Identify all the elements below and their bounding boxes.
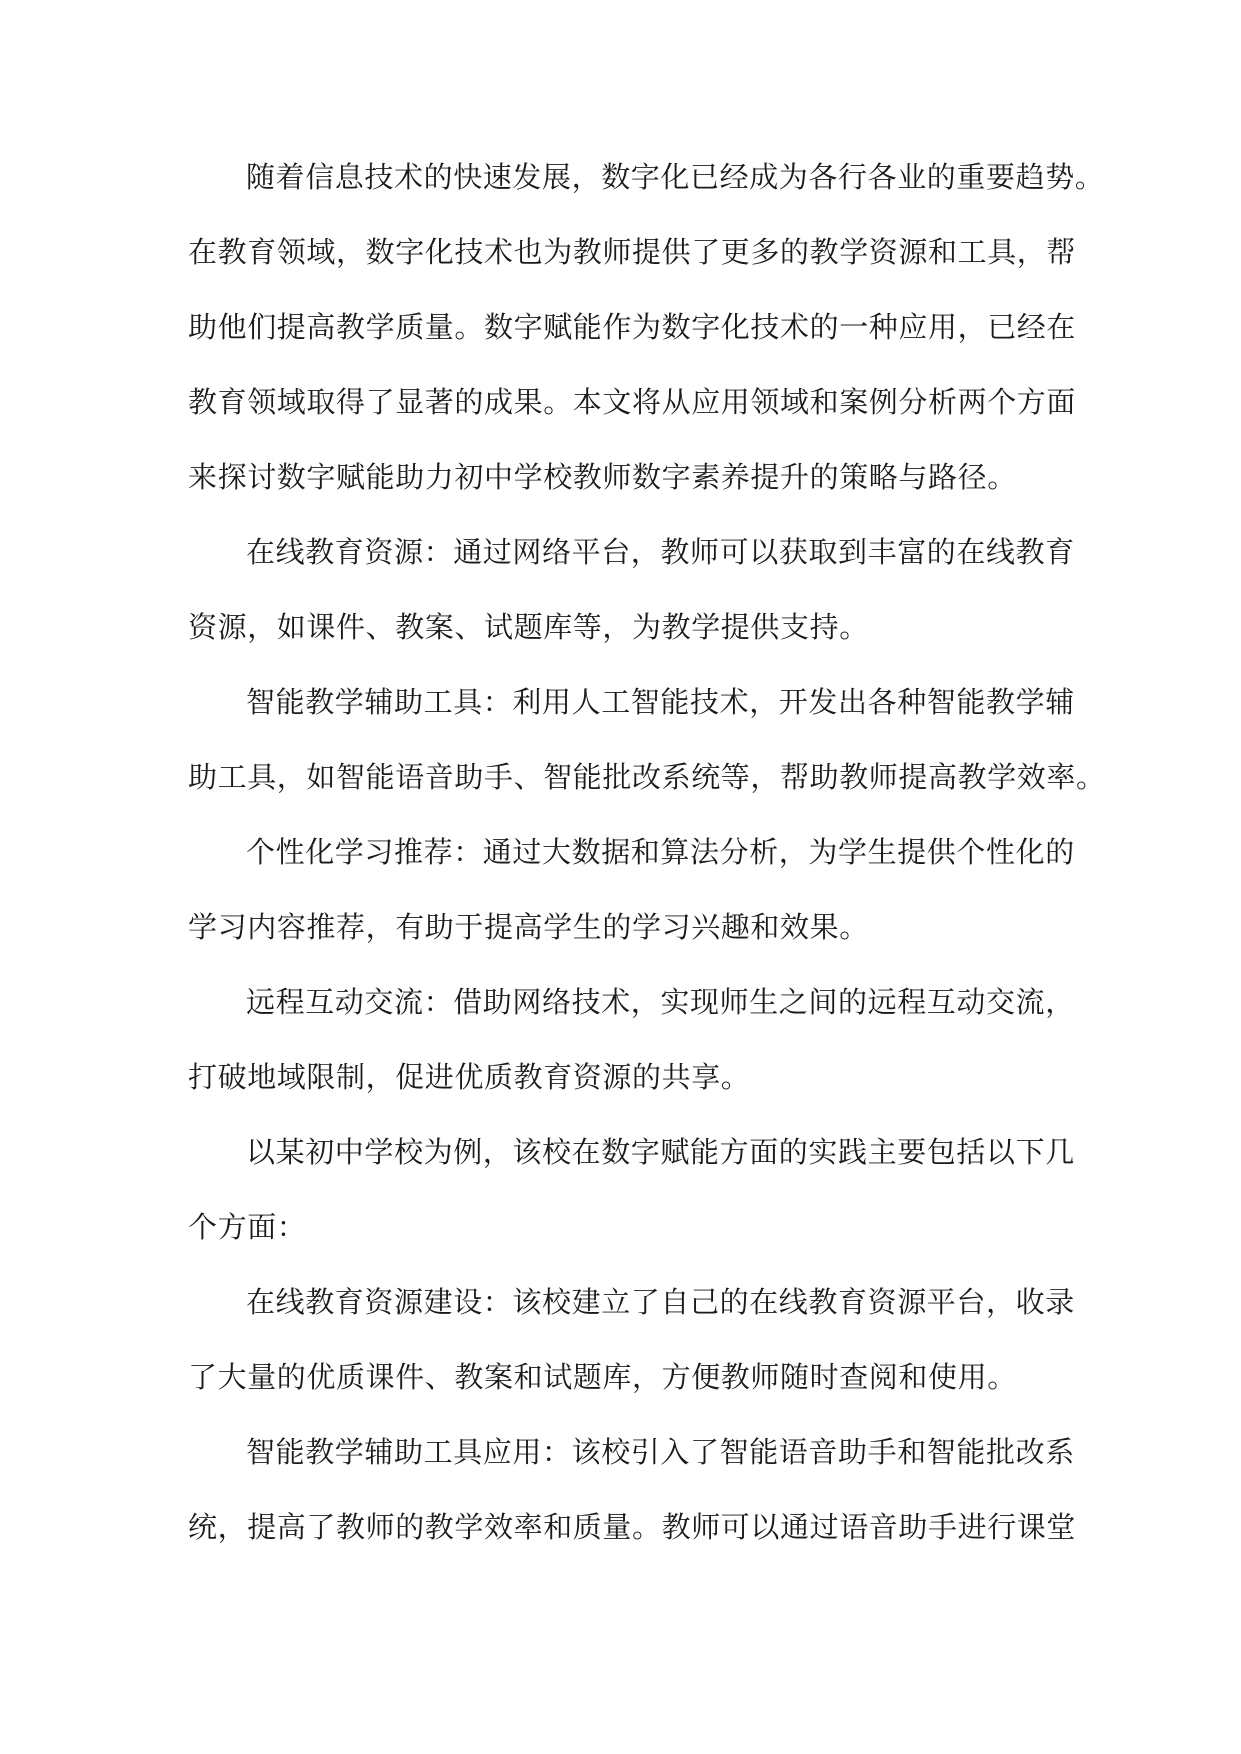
paragraph-line: 教育领域取得了显著的成果。本文将从应用领域和案例分析两个方面	[188, 385, 1077, 419]
paragraph-line: 助工具，如智能语音助手、智能批改系统等，帮助教师提高教学效率。	[188, 760, 1106, 794]
paragraph-line: 在教育领域，数字化技术也为教师提供了更多的教学资源和工具，帮	[188, 235, 1077, 269]
paragraph-line: 个性化学习推荐：通过大数据和算法分析，为学生提供个性化的	[246, 835, 1075, 869]
paragraph-line: 智能教学辅助工具：利用人工智能技术，开发出各种智能教学辅	[246, 685, 1075, 719]
paragraph-line: 资源，如课件、教案、试题库等，为教学提供支持。	[188, 610, 869, 644]
paragraph-line: 在线教育资源：通过网络平台，教师可以获取到丰富的在线教育	[246, 535, 1075, 569]
paragraph-line: 在线教育资源建设：该校建立了自己的在线教育资源平台，收录	[246, 1285, 1075, 1319]
paragraph-line: 远程互动交流：借助网络技术，实现师生之间的远程互动交流，	[246, 985, 1075, 1019]
paragraph-line: 以某初中学校为例，该校在数字赋能方面的实践主要包括以下几	[246, 1135, 1075, 1169]
paragraph-line: 个方面：	[188, 1210, 307, 1244]
paragraph-line: 统，提高了教师的教学效率和质量。教师可以通过语音助手进行课堂	[188, 1510, 1077, 1544]
paragraph-line: 助他们提高教学质量。数字赋能作为数字化技术的一种应用，已经在	[188, 310, 1077, 344]
document-body	[188, 140, 1106, 1565]
paragraph-line: 学习内容推荐，有助于提高学生的学习兴趣和效果。	[188, 910, 869, 944]
paragraph-line: 随着信息技术的快速发展，数字化已经成为各行各业的重要趋势。	[246, 160, 1105, 194]
paragraph-line: 智能教学辅助工具应用：该校引入了智能语音助手和智能批改系	[246, 1435, 1075, 1469]
paragraph-line: 了大量的优质课件、教案和试题库，方便教师随时查阅和使用。	[188, 1360, 1017, 1394]
paragraph-line: 来探讨数字赋能助力初中学校教师数字素养提升的策略与路径。	[188, 460, 1017, 494]
paragraph-line: 打破地域限制，促进优质教育资源的共享。	[188, 1060, 751, 1094]
